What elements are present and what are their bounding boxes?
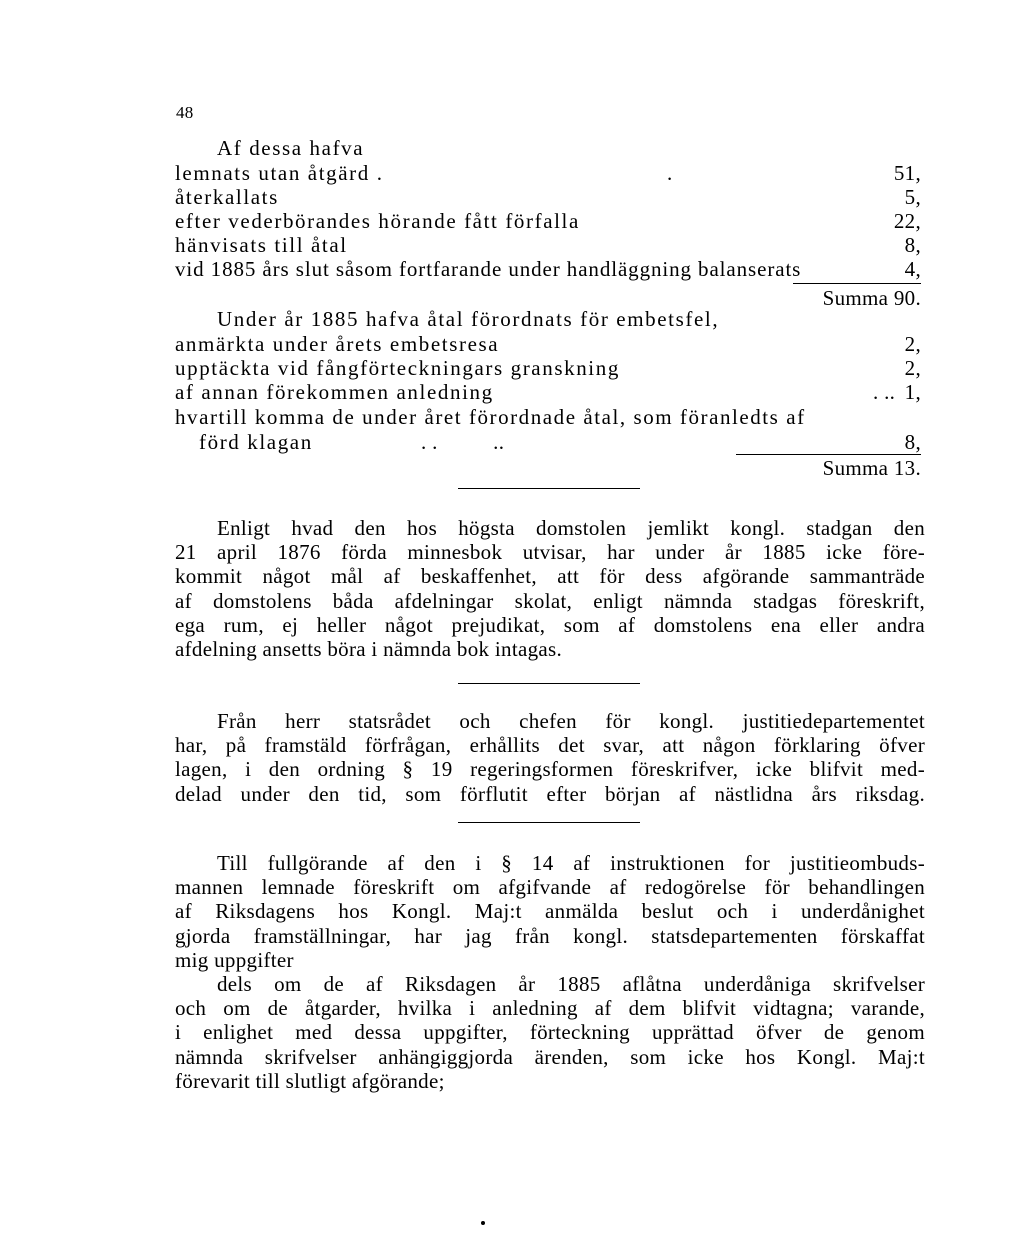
paragraph-line: kommit något mål af beskaffenhet, att för dess afgörande sammanträde [175, 564, 925, 589]
list-item [175, 233, 921, 257]
section-heading: Under år 1885 hafva åtal förordnats för embetsfel, [217, 307, 720, 331]
paragraph-line: mig uppgifter [175, 947, 294, 972]
list-item-label: efter vederbörandes hörande fått förfalla [175, 209, 580, 233]
section-divider [458, 488, 640, 489]
list-item-value: 2, [904, 332, 921, 356]
list-item [175, 356, 921, 380]
list-item-label: förd klagan [199, 430, 313, 454]
list-item-label: hvartill komma de under året förordnade åtal, som föranledts af [175, 405, 806, 429]
paragraph-line: förevarit till slutligt afgörande; [175, 1068, 445, 1093]
paragraph-line: har, på framstäld förfrågan, erhållits det svar, att någon förklaring öfver [175, 733, 925, 758]
list-item-value: 5, [904, 185, 921, 209]
paragraph-line: af Riksdagens hos Kongl. Maj:t anmälda beslut och i underdånighet [175, 899, 925, 924]
summa-two: Summa 13. [822, 456, 921, 480]
paragraph-line: mannen lemnade föreskrift om afgifvande af redogörelse för behandlingen [175, 875, 925, 900]
list-item [175, 380, 921, 404]
list-item-dots: . . .. [421, 430, 505, 454]
paragraph-line: lagen, i den ordning § 19 regeringsformen föreskrifver, icke blifvit med- [175, 757, 925, 782]
list-item-value: 8, [904, 233, 921, 257]
list-item-dots: . .. [873, 380, 896, 404]
list-item [175, 430, 921, 454]
paragraph-line: Från herr statsrådet och chefen för kongl. justitiedepartementet [217, 709, 925, 733]
list-item-value: 22, [893, 209, 921, 233]
list-item [175, 257, 921, 281]
paragraph-line: af domstolens båda afdelningar skolat, enligt nämnda stadgas föreskrift, [175, 588, 925, 613]
paragraph-line: 21 april 1876 förda minnesbok utvisar, har under år 1885 icke före- [175, 540, 925, 565]
list-item-value: 4, [904, 257, 921, 281]
section-divider [458, 822, 640, 823]
paragraph-line: ega rum, ej heller något prejudikat, som af domstolens ena eller andra [175, 612, 925, 637]
list-item-value: 2, [904, 356, 921, 380]
list-item [175, 405, 921, 429]
paragraph [175, 709, 925, 806]
list-item-label: återkallats [175, 185, 279, 209]
list-item-value: 1, [904, 380, 921, 404]
paragraph [175, 851, 925, 972]
paragraph-line: i enlighet med dessa uppgifter, förteckning upprättad öfver de genom [175, 1020, 925, 1045]
sum-rule [793, 283, 921, 284]
list-item-value: 51, [893, 161, 921, 185]
list-item-label: upptäckta vid fångförteckningars granskning [175, 356, 620, 380]
list-item-label: hänvisats till åtal [175, 233, 348, 257]
list-item-label: vid 1885 års slut såsom fortfarande under handläggning balanserats [175, 257, 802, 281]
paragraph-line: och om de åtgarder, hvilka i anledning af dem blifvit vidtagna; varande, [175, 996, 925, 1021]
paragraph-line: nämnda skrifvelser anhängiggjorda ärenden, som icke hos Kongl. Maj:t [175, 1044, 925, 1069]
list-item [175, 161, 921, 185]
list-item-label: lemnats utan åtgärd . [175, 161, 384, 185]
list-item [175, 185, 921, 209]
paragraph [175, 516, 925, 661]
paragraph-line: gjorda framställningar, har jag från kongl. statsdepartementen förskaffat [175, 923, 925, 948]
section-divider [458, 683, 640, 684]
sum-rule [736, 454, 921, 455]
ink-speck [481, 1221, 485, 1225]
paragraph-line: Till fullgörande af den i § 14 af instruktionen for justitieombuds- [217, 851, 925, 875]
page-number: 48 [176, 103, 194, 122]
paragraph-line: delad under den tid, som förflutit efter början af nästlidna års riksdag. [175, 781, 925, 806]
list-item-label: af annan förekommen anledning [175, 380, 494, 404]
paragraph-line: dels om de af Riksdagen år 1885 aflåtna underdåniga skrifvelser [217, 972, 925, 996]
paragraph [175, 972, 925, 1093]
list-item-value: 8, [904, 430, 921, 454]
intro-line: Af dessa hafva [217, 136, 365, 160]
list-item-dots: . [667, 161, 673, 185]
summa-one: Summa 90. [822, 286, 921, 310]
list-item-label: anmärkta under årets embetsresa [175, 332, 500, 356]
list-item [175, 209, 921, 233]
list-item [175, 332, 921, 356]
paragraph-line: afdelning ansetts böra i nämnda bok intagas. [175, 636, 563, 661]
paragraph-line: Enligt hvad den hos högsta domstolen jemlikt kongl. stadgan den [217, 516, 925, 540]
